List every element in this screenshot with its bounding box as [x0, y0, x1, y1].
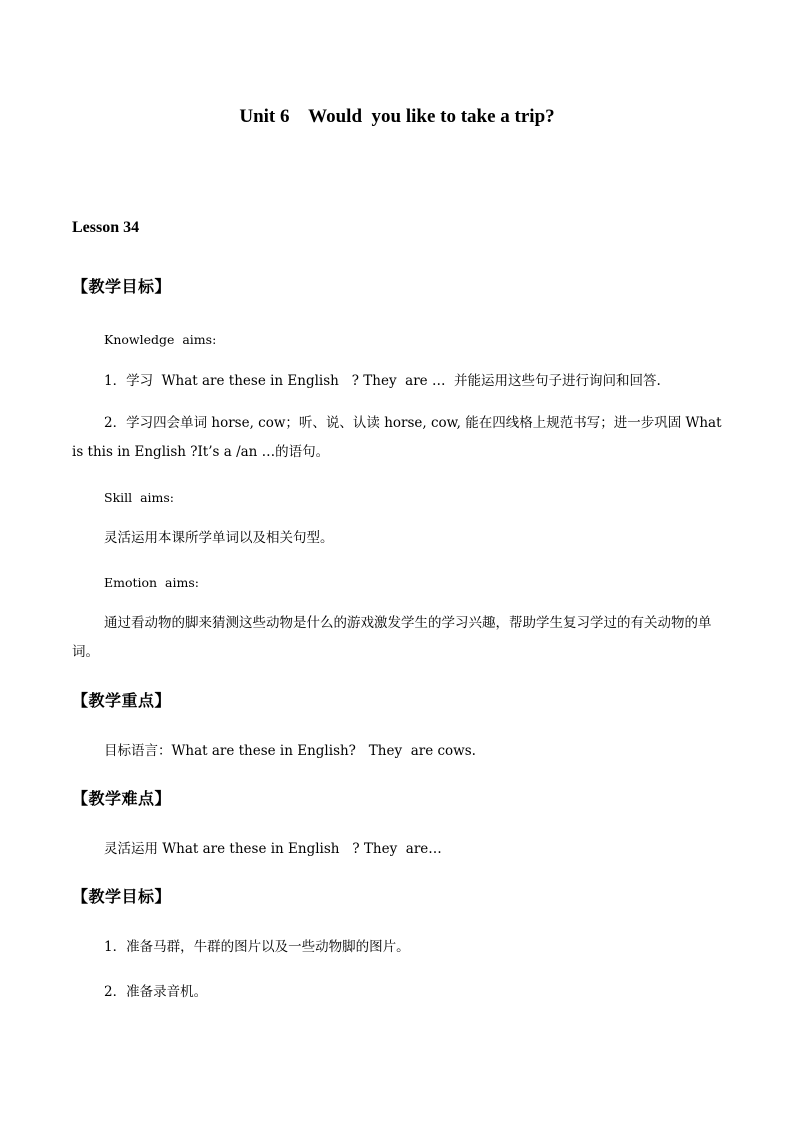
knowledge-aims-label: Knowledge aims:	[104, 332, 217, 347]
key-points-heading: 【教学重点】	[72, 691, 172, 710]
teaching-objectives-heading-2: 【教学目标】	[72, 887, 172, 906]
preparation-item-1: 1．准备马群，牛群的图片以及一些动物脚的图片。	[104, 939, 410, 955]
difficult-points-text: 灵活运用 What are these in English ? They are…	[104, 841, 442, 857]
lesson-label: Lesson 34	[72, 219, 140, 236]
knowledge-item-2: 2．学习四会单词 horse, cow；听、说、认读 horse, cow, 能在四线格上规范书写；进一步巩固 What is this in English ?It’s a /an …的语句。	[72, 415, 722, 460]
preparation-item-2: 2．准备录音机。	[104, 984, 208, 1000]
emotion-aims-label: Emotion aims:	[104, 575, 199, 590]
difficult-points-heading: 【教学难点】	[72, 789, 172, 808]
skill-aims-text: 灵活运用本课所学单词以及相关句型。	[104, 530, 334, 546]
teaching-objectives-heading: 【教学目标】	[72, 277, 172, 296]
skill-aims-label: Skill aims:	[104, 490, 175, 505]
knowledge-item-1: 1．学习 What are these in English ? They are … 并能运用这些句子进行询问和回答.	[104, 373, 661, 389]
emotion-aims-text: 通过看动物的脚来猜测这些动物是什么的游戏激发学生的学习兴趣，帮助学生复习学过的有关动物的单词。	[72, 615, 712, 660]
key-points-text: 目标语言：What are these in English? They are cows.	[104, 743, 476, 759]
document-title: Unit 6 Would you like to take a trip?	[239, 106, 555, 127]
